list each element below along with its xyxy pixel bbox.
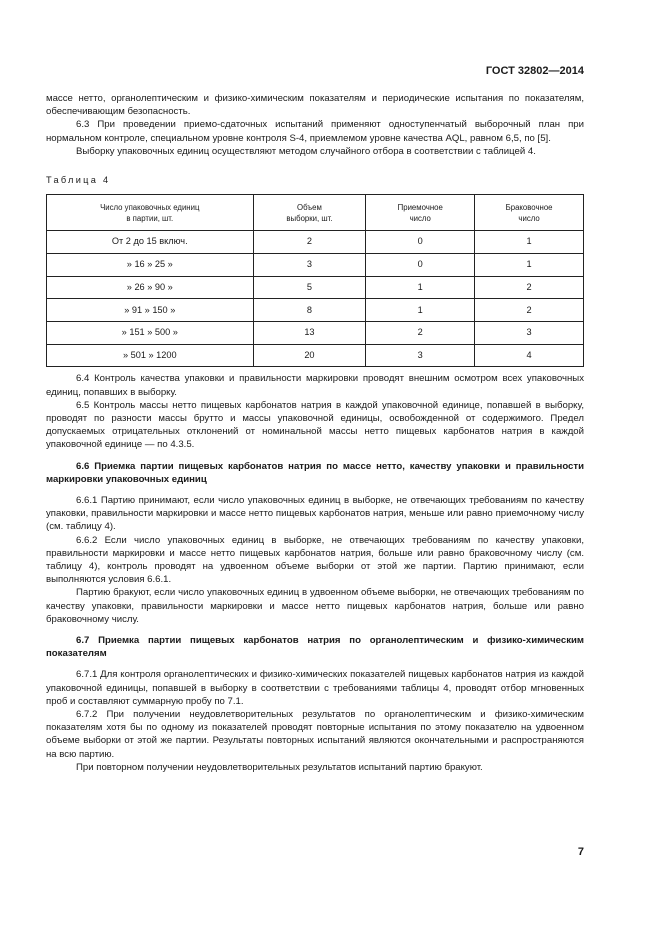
table-row [47,231,584,254]
cell-lot-size: » 91 » 150 » [47,299,254,322]
paragraph-lot-rejection: Партию бракуют, если число упаковочных единиц в удвоенном объеме выборки, не отвечающих требованиям по качеству упаковки, правильности маркировки и массе нетто пищевых карбонатов натрия, больше или равно браковочному числу. [46,587,584,625]
cell-acceptance: 1 [366,299,475,322]
cell-rejection: 2 [475,299,584,322]
paragraph-6-7-2: 6.7.2 При получении неудовлетворительных результатов по органолептическим и физико-химическим показателям хотя бы по одному из показателей проводят повторные испытания по этому показателю на удвоенном объеме выборки от этой же партии. Результаты повторных испытаний являются окончательными и распространяются на всю партию. [46,709,584,760]
table-header-row [47,195,584,231]
cell-lot-size: От 2 до 15 включ. [47,231,254,254]
cell-acceptance: 3 [366,344,475,367]
sampling-table [46,194,584,367]
document-code: ГОСТ 32802—2014 [485,65,584,77]
cell-sample-size: 8 [253,299,366,322]
table-row [47,321,584,344]
cell-rejection: 4 [475,344,584,367]
cell-sample-size: 20 [253,344,366,367]
paragraph-6-6-1: 6.6.1 Партию принимают, если число упаковочных единиц в выборке, не отвечающих требованиям по качеству упаковки, правильности маркировки и массе нетто пищевых карбонатов натрия, меньше или равно приемочному числу (см. таблицу 4). [46,494,584,533]
cell-acceptance: 0 [366,253,475,276]
paragraph-6-6-2: 6.6.2 Если число упаковочных единиц в выборке, не отвечающих требованиям по качеству упаковки, правильности маркировки и массе нетто пищевых карбонатов натрия, больше или равно браковочному числу (см. таблицу 4), контроль проводят на удвоенном объеме выборки от этой же партии. Партию принимают, если выполняются условия 6.6.1. [46,534,584,586]
cell-rejection: 3 [475,321,584,344]
document-body [46,92,584,774]
table-row [47,344,584,367]
page-number: 7 [577,846,584,858]
header-acceptance-number [366,195,475,231]
cell-lot-size: » 26 » 90 » [47,276,254,299]
cell-sample-size: 5 [253,276,366,299]
paragraph-6-7-1: 6.7.1 Для контроля органолептических и физико-химических показателей пищевых карбонатов натрия из каждой упаковочной единицы, попавшей в выборку в соответствии с требованиями таблицы 4, проводят отбор мгновенных проб и составляют суммарную пробу по 7.1. [46,669,584,707]
cell-rejection: 2 [475,276,584,299]
header-acceptance-line1: Приемочное [397,202,443,212]
paragraph-6-4: 6.4 Контроль качества упаковки и правильности маркировки проводят внешним осмотром всех упаковочных единиц, попавших в выборку. [46,373,584,398]
cell-acceptance: 1 [366,276,475,299]
table-row [47,253,584,276]
cell-acceptance: 2 [366,321,475,344]
header-rejection-line2: число [518,213,540,223]
cell-lot-size: » 501 » 1200 [47,344,254,367]
paragraph-6-3: 6.3 При проведении приемо-сдаточных испытаний применяют одноступенчатый выборочный план при нормальном контроле, специальном уровне контроля S-4, приемлемом уровне качества AQL, равном 6,5, по [5]. [46,119,584,144]
cell-sample-size: 2 [253,231,366,254]
section-heading-6-6: 6.6 Приемка партии пищевых карбонатов натрия по массе нетто, качеству упаковки и правильности маркировки упаковочных единиц [46,460,584,485]
header-lot-size-line1: Число упаковочных единиц [100,202,200,212]
cell-acceptance: 0 [366,231,475,254]
header-rejection-line1: Браковочное [505,202,553,212]
paragraph-sampling: Выборку упаковочных единиц осуществляют методом случайного отбора в соответствии с таблицей 4. [76,145,536,157]
table-caption: Таблица 4 [46,175,111,186]
cell-lot-size: » 151 » 500 » [47,321,254,344]
header-acceptance-line2: число [409,213,431,223]
paragraph-6-5: 6.5 Контроль массы нетто пищевых карбонатов натрия в каждой упаковочной единице, попавшей в выборку, проводят по разности массы брутто и массы упаковочной единицы, освобожденной от содержимого. Предел допускаемых отрицательных отклонений от номинальной массы нетто пищевых карбонатов натрия в каждой упаковочной единице — по 4.3.5. [46,399,584,451]
cell-sample-size: 3 [253,253,366,276]
header-sample-size-line2: выборки, шт. [286,213,333,223]
header-lot-size [47,195,254,231]
cell-rejection: 1 [475,231,584,254]
paragraph-continuation: массе нетто, органолептическим и физико-химическим показателям и периодические испытания по показателям, обеспечивающим безопасность. [46,93,584,118]
cell-rejection: 1 [475,253,584,276]
header-sample-size [253,195,366,231]
cell-sample-size: 13 [253,321,366,344]
header-lot-size-line2: в партии, шт. [126,213,174,223]
header-rejection-number [475,195,584,231]
cell-lot-size: » 16 » 25 » [47,253,254,276]
paragraph-repeat-rejection: При повторном получении неудовлетворительных результатов испытаний партию бракуют. [76,761,483,773]
table-row [47,299,584,322]
table-row [47,276,584,299]
section-heading-6-7: 6.7 Приемка партии пищевых карбонатов натрия по органолептическим и физико-химическим показателям [46,635,584,660]
header-sample-size-line1: Объем [297,202,322,212]
